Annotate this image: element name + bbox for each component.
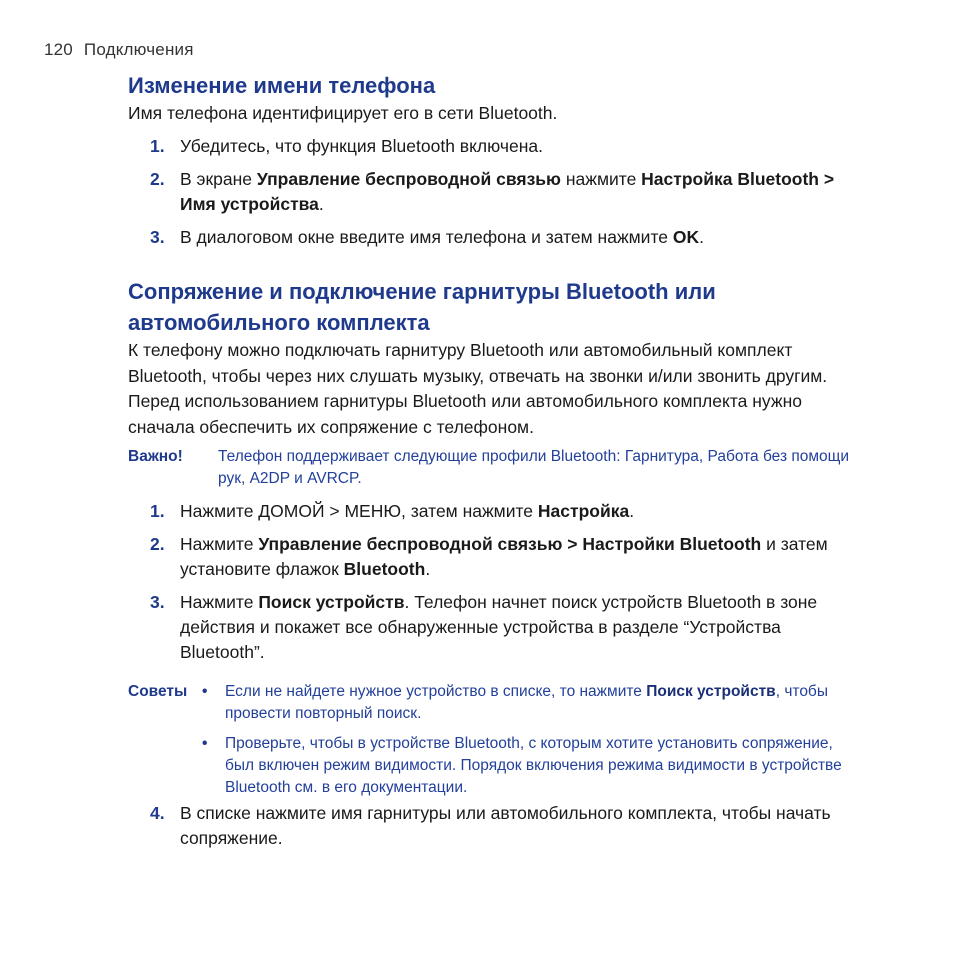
section-intro: К телефону можно подключать гарнитуру Bluetooth или автомобильный комплект Bluetooth, чтобы через них слушать музыку, отвечать на звонки и/или звонить другим. Перед использованием гарнитуры Bluetooth или автомобильного комплекта нужно сначала обеспечить их сопряжение с телефоном. [128, 340, 828, 437]
section-title-rename-phone: Изменение имени телефона [128, 73, 436, 98]
ui-term: Настройка [537, 501, 630, 521]
step-number: 2. [150, 169, 165, 189]
page-number: 120 [44, 40, 73, 59]
text-run: . Телефон начнет поиск устройств Bluetooth в зоне действия и покажет все обнаруженные устройства в разделе “Устройства Bluetooth”. [180, 592, 818, 662]
step-text: В списке нажмите имя гарнитуры или автомобильного комплекта, чтобы начать сопряжение. [180, 803, 831, 848]
step-number: 3. [150, 227, 165, 247]
title-line: Сопряжение и подключение гарнитуры Bluetooth или [128, 279, 716, 304]
important-text: Телефон поддерживает следующие профили Bluetooth: Гарнитура, Работа без помощи рук, A2DP и AVRCP. [218, 448, 850, 487]
section-title-pairing [128, 276, 868, 338]
step-text [180, 167, 870, 217]
text-run: Нажмите ДОМОЙ > МЕНЮ, затем нажмите [180, 501, 538, 521]
text-run: , чтобы провести повторный поиск. [225, 683, 828, 722]
text-run: нажмите [560, 169, 642, 189]
step-3 [150, 590, 870, 665]
bullet: • [202, 735, 208, 752]
text-run: . [318, 194, 324, 214]
tip-item [202, 733, 862, 799]
tip-text [225, 681, 862, 725]
step-text: Убедитесь, что функция Bluetooth включена. [180, 136, 543, 156]
ui-term: Поиск устройств [258, 592, 405, 612]
step-text [180, 590, 850, 665]
ui-term: Управление беспроводной связью > Настройки Bluetooth [258, 534, 762, 554]
step-number: 1. [150, 136, 165, 156]
step-text [180, 499, 870, 524]
step-3 [150, 225, 870, 250]
ui-term: Настройка Bluetooth > Имя устройства [180, 169, 835, 214]
step-1 [150, 499, 870, 524]
text-run: и затем установите флажок [180, 534, 828, 579]
ui-term: OK [672, 227, 700, 247]
step-number: 2. [150, 534, 165, 554]
running-head [44, 40, 194, 60]
step-2 [150, 532, 870, 582]
text-run: . [699, 227, 704, 247]
step-text [180, 225, 870, 250]
important-note [128, 446, 868, 490]
text-run: В экране [180, 169, 257, 189]
step-4 [150, 801, 870, 851]
step-1 [150, 134, 870, 159]
ui-term: Поиск устройств [646, 683, 776, 700]
important-label: Важно! [128, 448, 183, 465]
ui-term: Управление беспроводной связью [256, 169, 561, 189]
step-text [180, 532, 870, 582]
bullet: • [202, 683, 208, 700]
chapter-name: Подключения [83, 40, 194, 59]
text-run: Нажмите [180, 592, 259, 612]
title-line: автомобильного комплекта [128, 310, 430, 335]
tips-note [128, 681, 868, 799]
text-run: . [425, 559, 431, 579]
step-number: 1. [150, 501, 165, 521]
text-run: В диалоговом окне введите имя телефона и затем нажмите [180, 227, 673, 247]
text-run: Если не найдете нужное устройство в списке, то нажмите [225, 683, 647, 700]
step-2 [150, 167, 870, 217]
step-number: 3. [150, 592, 165, 612]
step-number: 4. [150, 803, 165, 823]
tip-item [202, 681, 862, 725]
tip-text: Проверьте, чтобы в устройстве Bluetooth, с которым хотите установить сопряжение, был включен режим видимости. Порядок включения режима видимости в устройстве Bluetooth см. в его документации. [225, 735, 842, 796]
text-run: . [629, 501, 635, 521]
ui-term: Bluetooth [343, 559, 426, 579]
text-run: Нажмите [180, 534, 259, 554]
tips-label: Советы [128, 683, 188, 700]
section-intro: Имя телефона идентифицирует его в сети Bluetooth. [128, 103, 558, 123]
